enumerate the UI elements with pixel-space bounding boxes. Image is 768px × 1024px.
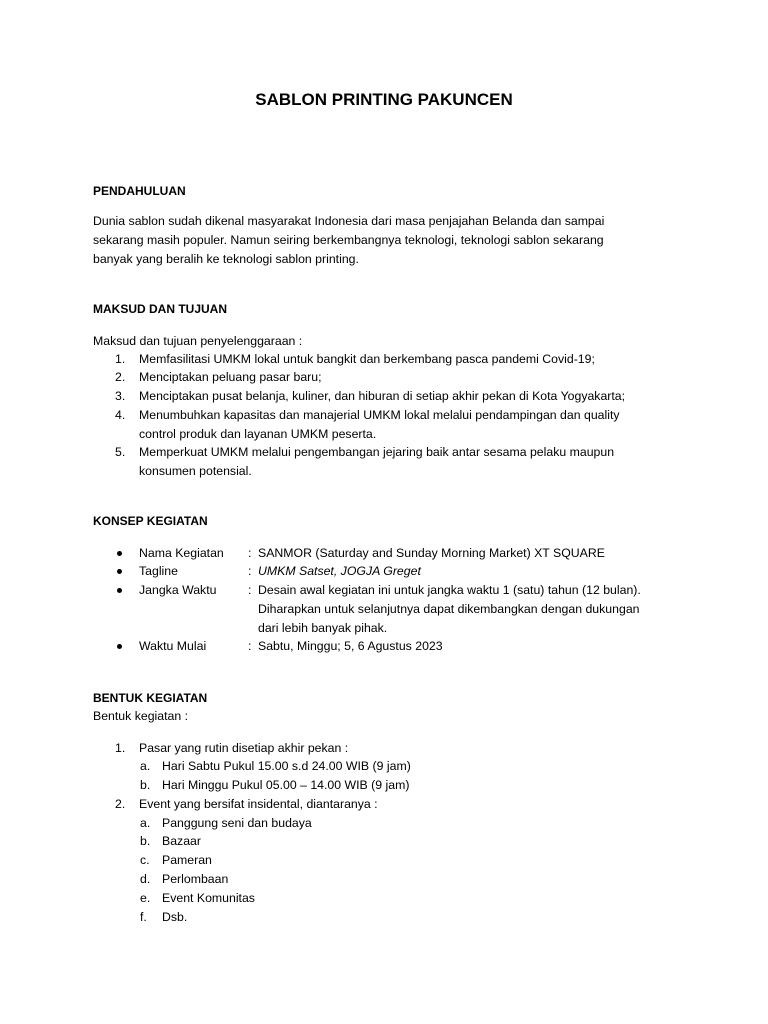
field-separator: : bbox=[248, 639, 252, 654]
list-item bbox=[0, 350, 768, 369]
bullet-icon bbox=[117, 588, 122, 593]
list-item bbox=[0, 406, 768, 444]
sub-item-letter: b. bbox=[140, 834, 151, 849]
list-item-text: Pasar yang rutin disetiap akhir pekan : bbox=[139, 740, 349, 755]
sub-item-text: Dsb. bbox=[162, 909, 188, 924]
list-item bbox=[0, 443, 768, 481]
list-item bbox=[0, 637, 768, 656]
section-heading: BENTUK KEGIATAN bbox=[93, 690, 208, 705]
section-heading: MAKSUD DAN TUJUAN bbox=[93, 301, 227, 316]
field-value: Sabtu, Minggu; 5, 6 Agustus 2023 bbox=[258, 639, 443, 654]
sub-item bbox=[0, 870, 768, 889]
field-label: Tagline bbox=[139, 564, 178, 579]
sub-item-text: Hari Minggu Pukul 05.00 – 14.00 WIB (9 jam) bbox=[162, 778, 410, 793]
list-item-text: Memfasilitasi UMKM lokal untuk bangkit dan berkembang pasca pandemi Covid-19; bbox=[139, 351, 595, 366]
list-number: 2. bbox=[115, 370, 126, 385]
sub-item bbox=[0, 908, 768, 927]
sub-item bbox=[0, 776, 768, 795]
field-label: Waktu Mulai bbox=[139, 639, 207, 654]
sub-item-letter: e. bbox=[140, 890, 151, 905]
field-value: UMKM Satset, JOGJA Greget bbox=[258, 564, 421, 579]
list-number: 2. bbox=[115, 796, 126, 811]
sub-item-letter: b. bbox=[140, 778, 151, 793]
list-number: 4. bbox=[115, 407, 126, 422]
field-label: Nama Kegiatan bbox=[139, 545, 224, 560]
field-separator: : bbox=[248, 545, 252, 560]
list-item-text: Menciptakan pusat belanja, kuliner, dan hiburan di setiap akhir pekan di Kota Yogyakarta; bbox=[139, 389, 626, 404]
list-item bbox=[0, 562, 768, 581]
field-separator: : bbox=[248, 583, 252, 598]
list-number: 5. bbox=[115, 445, 126, 460]
paragraph-line: banyak yang beralih ke teknologi sablon printing. bbox=[93, 252, 359, 267]
document-title: SABLON PRINTING PAKUNCEN bbox=[255, 90, 513, 109]
intro-text-block bbox=[0, 707, 768, 726]
list-item bbox=[0, 544, 768, 563]
sub-item-text: Pameran bbox=[162, 853, 212, 868]
list-item-text: Event yang bersifat insidental, diantaranya : bbox=[139, 796, 378, 811]
list-item bbox=[0, 739, 768, 795]
sub-item-text: Perlombaan bbox=[162, 872, 229, 887]
bullet-icon bbox=[117, 551, 122, 556]
list-item-text: Menciptakan peluang pasar baru; bbox=[139, 370, 322, 385]
section-heading: PENDAHULUAN bbox=[93, 183, 186, 198]
paragraph-line: Dunia sablon sudah dikenal masyarakat Indonesia dari masa penjajahan Belanda dan sampai bbox=[93, 213, 605, 228]
field-value: Diharapkan untuk selanjutnya dapat dikembangkan dengan dukungan bbox=[258, 601, 640, 616]
sub-list bbox=[0, 814, 768, 927]
sub-item bbox=[0, 757, 768, 776]
section-heading: KONSEP KEGIATAN bbox=[93, 513, 208, 528]
field-value: SANMOR (Saturday and Sunday Morning Market) XT SQUARE bbox=[258, 545, 605, 560]
list-item-text: Menumbuhkan kapasitas dan manajerial UMKM lokal melalui pendampingan dan quality bbox=[139, 407, 620, 422]
sub-item-text: Event Komunitas bbox=[162, 890, 255, 905]
sub-item-letter: f. bbox=[140, 909, 147, 924]
sub-item-letter: a. bbox=[140, 759, 151, 774]
bullet-icon bbox=[117, 569, 122, 574]
bullet-icon bbox=[117, 644, 122, 649]
field-value: dari lebih banyak pihak. bbox=[258, 620, 388, 635]
sub-item-text: Hari Sabtu Pukul 15.00 s.d 24.00 WIB (9 jam) bbox=[162, 759, 411, 774]
sub-item-letter: d. bbox=[140, 872, 151, 887]
field-value: Desain awal kegiatan ini untuk jangka waktu 1 (satu) tahun (12 bulan). bbox=[258, 583, 641, 598]
list-item bbox=[0, 387, 768, 406]
numbered-list bbox=[0, 350, 768, 482]
list-item-text: Memperkuat UMKM melalui pengembangan jejaring baik antar sesama pelaku maupun bbox=[139, 445, 615, 460]
list-item bbox=[0, 368, 768, 387]
list-number: 1. bbox=[115, 351, 126, 366]
list-item bbox=[0, 581, 768, 637]
sub-item bbox=[0, 889, 768, 908]
list-number: 3. bbox=[115, 389, 126, 404]
numbered-list bbox=[0, 739, 768, 927]
list-item bbox=[0, 795, 768, 927]
list-item-text: control produk dan layanan UMKM peserta. bbox=[139, 426, 377, 441]
paragraph-line: sekarang masih populer. Namun seiring berkembangnya teknologi, teknologi sablon sekarang bbox=[93, 232, 604, 247]
sub-item-text: Bazaar bbox=[162, 834, 201, 849]
sub-list bbox=[0, 757, 768, 795]
sub-item bbox=[0, 814, 768, 833]
list-item-text: konsumen potensial. bbox=[139, 464, 252, 479]
sub-item bbox=[0, 851, 768, 870]
intro-text: Maksud dan tujuan penyelenggaraan : bbox=[93, 333, 303, 348]
intro-text: Bentuk kegiatan : bbox=[93, 708, 189, 723]
list-number: 1. bbox=[115, 740, 126, 755]
sub-item-letter: c. bbox=[140, 853, 150, 868]
sub-item-text: Panggung seni dan budaya bbox=[162, 815, 312, 830]
field-label: Jangka Waktu bbox=[139, 583, 217, 598]
bullet-list bbox=[0, 544, 768, 657]
field-separator: : bbox=[248, 564, 252, 579]
sub-item-letter: a. bbox=[140, 815, 151, 830]
intro-text-block bbox=[0, 332, 768, 351]
paragraph bbox=[0, 212, 768, 270]
sub-item bbox=[0, 832, 768, 851]
